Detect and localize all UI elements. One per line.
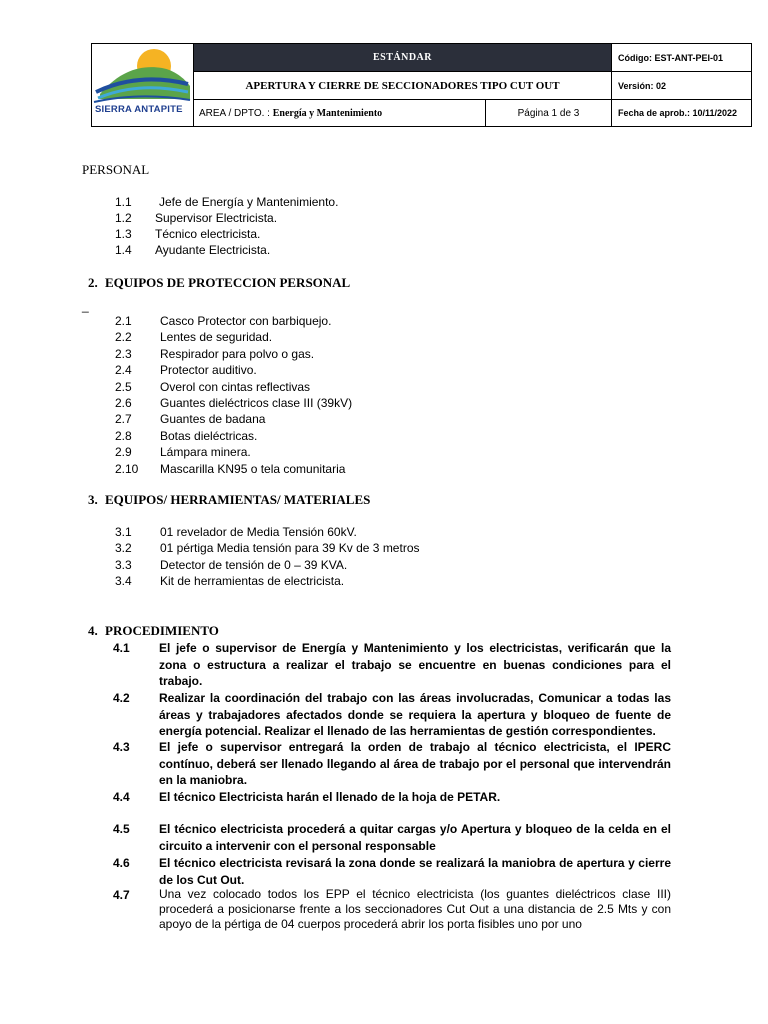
personal-item-1: Jefe de Energía y Mantenimiento.	[159, 195, 339, 209]
proc-item-3: El jefe o supervisor entregará la orden de trabajo al técnico electricista, el IPERC contínuo, deberá ser llenado llegando al área de trabajo por el personal que intervendrán en la maniobra.	[159, 740, 671, 787]
epp-num-9: 2.9	[115, 445, 132, 460]
proc-item-1: El jefe o supervisor de Energía y Mantenimiento y los electricistas, verificarán que la zona o estructura a realizar el trabajo se encuentre en buenas condiciones para el trabajo.	[159, 641, 671, 688]
epp-num-8: 2.8	[115, 428, 132, 443]
epp-num-2: 2.2	[115, 330, 132, 345]
proc-num-1: 4.1	[113, 641, 130, 655]
epp-item-1: Casco Protector con barbiquejo.	[160, 314, 332, 328]
page-indicator: Página 1 de 3	[485, 99, 611, 126]
epp-underscore: _	[82, 299, 89, 313]
document-title: APERTURA Y CIERRE DE SECCIONADORES TIPO CUT OUT	[193, 71, 611, 99]
epp-num-10: 2.10	[115, 461, 139, 476]
approval-date: Fecha de aprob.: 10/11/2022	[611, 99, 751, 126]
epp-item-10: Mascarilla KN95 o tela comunitaria	[160, 461, 346, 476]
area-department	[193, 99, 485, 126]
equipos-heading: EQUIPOS/ HERRAMIENTAS/ MATERIALES	[105, 492, 371, 507]
company-logo	[92, 44, 193, 126]
sun-mountain-logo-icon	[92, 44, 192, 104]
proc-num-2: 4.2	[113, 691, 130, 705]
equipos-item-4: Kit de herramientas de electricista.	[160, 573, 345, 588]
personal-num-2: 1.2	[115, 211, 132, 225]
personal-num-1: 1.1	[115, 195, 132, 209]
epp-num-6: 2.6	[115, 396, 132, 410]
personal-item-2: Supervisor Electricista.	[155, 211, 278, 225]
procedimiento-number: 4.	[88, 623, 98, 638]
personal-num-3: 1.3	[115, 227, 132, 241]
epp-num-5: 2.5	[115, 379, 132, 394]
epp-number: 2.	[88, 275, 98, 290]
proc-num-7: 4.7	[113, 888, 130, 902]
document-version: Versión: 02	[611, 71, 751, 99]
standard-label: ESTÁNDAR	[193, 44, 611, 71]
equipos-item-2: 01 pértiga Media tensión para 39 Kv de 3 metros	[160, 541, 420, 556]
document-code: Código: EST-ANT-PEI-01	[611, 44, 751, 71]
epp-num-4: 2.4	[115, 363, 132, 378]
epp-num-3: 2.3	[115, 346, 132, 361]
proc-num-4: 4.4	[113, 790, 130, 804]
epp-item-4: Protector auditivo.	[160, 363, 257, 378]
proc-num-6: 4.6	[113, 856, 130, 870]
epp-item-3: Respirador para polvo o gas.	[160, 346, 315, 361]
proc-num-5: 4.5	[113, 822, 130, 836]
equipos-num-1: 3.1	[115, 525, 132, 539]
equipos-num-3: 3.3	[115, 557, 132, 572]
epp-heading: EQUIPOS DE PROTECCION PERSONAL	[105, 275, 351, 290]
equipos-item-1: 01 revelador de Media Tensión 60kV.	[160, 525, 357, 539]
personal-heading: PERSONAL	[82, 162, 150, 177]
personal-num-4: 1.4	[115, 243, 132, 257]
personal-item-4: Ayudante Electricista.	[155, 243, 271, 257]
epp-num-7: 2.7	[115, 412, 132, 427]
area-label: AREA / DPTO. :	[199, 107, 270, 119]
epp-item-5: Overol con cintas reflectivas	[160, 379, 311, 394]
equipos-item-3: Detector de tensión de 0 – 39 KVA.	[160, 557, 348, 572]
company-name: SIERRA ANTAPITE	[95, 104, 183, 115]
equipos-number: 3.	[88, 492, 98, 507]
proc-item-6: El técnico electricista revisará la zona donde se realizará la maniobra de apertura y cierre de los Cut Out.	[159, 856, 671, 887]
proc-item-4: El técnico Electricista harán el llenado de la hoja de PETAR.	[159, 790, 501, 804]
equipos-num-4: 3.4	[115, 573, 132, 588]
document-header	[91, 43, 752, 127]
proc-item-2: Realizar la coordinación del trabajo con las áreas involucradas, Comunicar a todas las áreas y trabajadores afectados donde se requiera la apertura y bloqueo de fuente de energía potencial. Realizar el llenado de las herramientas de gestión correspondientes.	[159, 691, 671, 738]
epp-item-8: Botas dieléctricas.	[160, 428, 258, 443]
procedimiento-heading: PROCEDIMIENTO	[105, 623, 219, 638]
epp-item-6: Guantes dieléctricos clase III (39kV)	[160, 396, 353, 410]
epp-item-2: Lentes de seguridad.	[160, 330, 273, 345]
epp-num-1: 2.1	[115, 314, 132, 328]
proc-item-5: El técnico electricista procederá a quitar cargas y/o Apertura y bloqueo de la celda en el circuito a intervenir con el personal responsable	[159, 822, 671, 853]
equipos-num-2: 3.2	[115, 541, 132, 556]
proc-item-7: Una vez colocado todos los EPP el técnico electricista (los guantes dieléctricos clase III) procederá a posicionarse frente a los seccionadores Cut Out a una distancia de 2.5 Mts y con apoyo de la pértiga de 04 cuerpos procederá abrir los porta fisibles uno por uno	[159, 887, 671, 931]
area-value: Energía y Mantenimiento	[272, 107, 383, 119]
epp-item-7: Guantes de badana	[160, 412, 266, 427]
proc-num-3: 4.3	[113, 740, 130, 754]
epp-item-9: Lámpara minera.	[160, 445, 251, 460]
personal-item-3: Técnico electricista.	[155, 227, 261, 241]
